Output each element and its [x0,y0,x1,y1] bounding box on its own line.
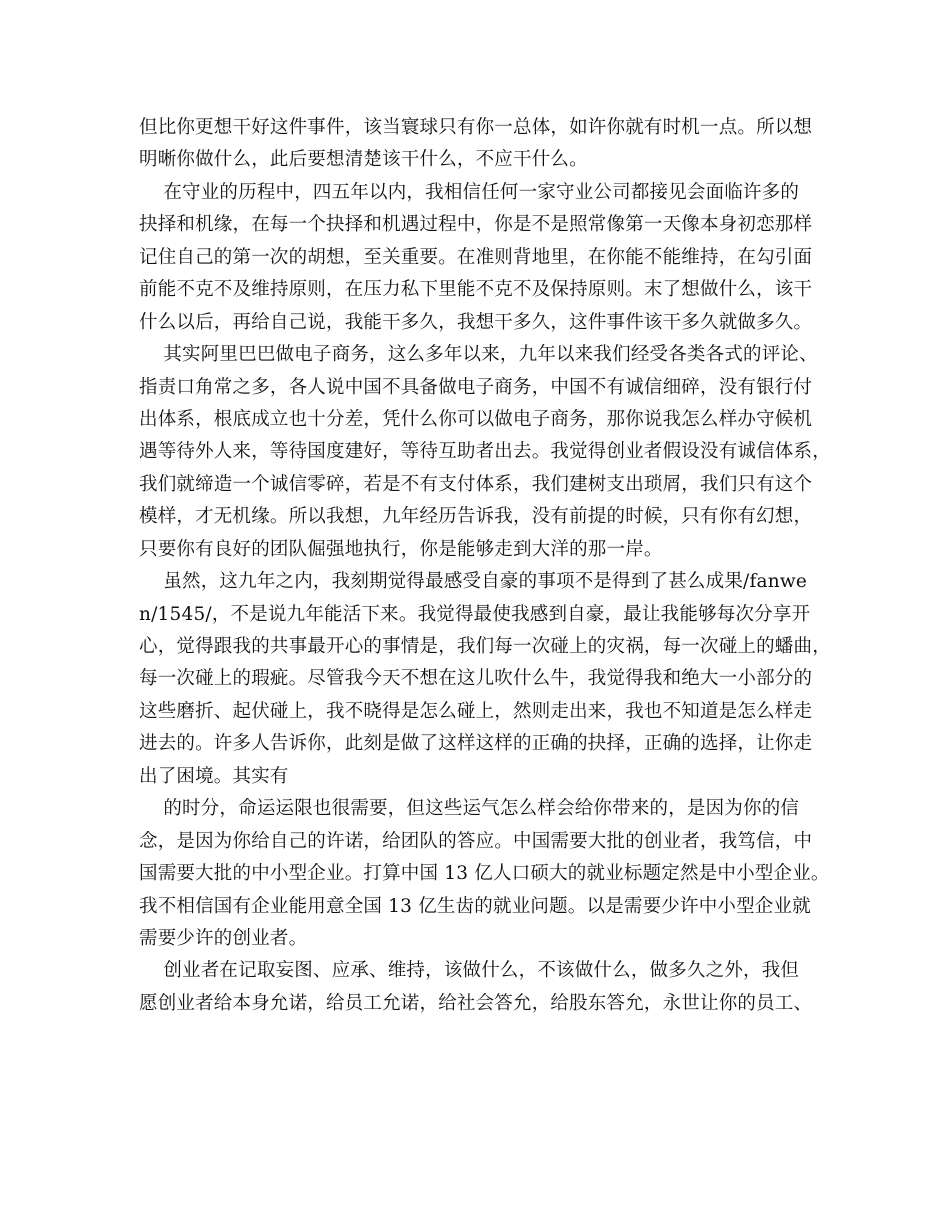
text-line: 明晰你做什么，此后要想清楚该干什么，不应干什么。 [139,149,588,171]
text-line: 前能不克不及维持原则，在压力私下里能不克不及保持原则。末了想做什么，该干 [139,279,813,301]
text-line: 我不相信国有企业能用意全国 13 亿生齿的就业问题。以是需要少许中小型企业就 [139,895,811,917]
text-line: 出体系，根底成立也十分差，凭什么你可以做电子商务，那你说我怎么样办守候机 [139,408,813,430]
text-line: 在守业的历程中，四五年以内，我相信任何一家守业公司都接见会面临许多的 [139,181,800,203]
text-line: 每一次碰上的瑕疵。尽管我今天不想在这儿吹什么牛，我觉得我和绝大一小部分的 [139,668,813,690]
text-line: 需要少许的创业者。 [139,927,308,949]
text-line: 国需要大批的中小型企业。打算中国 13 亿人口硕大的就业标题定然是中小型企业。 [139,863,830,885]
text-line: 模样，才无机缘。所以我想，九年经历告诉我，没有前提的时候，只有你有幻想， [139,506,813,528]
text-line: 念，是因为你给自己的许诺，给团队的答应。中国需要大批的创业者，我笃信，中 [139,830,813,852]
text-line: 愿创业者给本身允诺，给员工允诺，给社会答允，给股东答允，永世让你的员工、 [139,992,813,1014]
text-line: 记住自己的第一次的胡想，至关重要。在准则背地里，在你能不能维持，在勾引面 [139,246,813,268]
text-line: 什么以后，再给自己说，我能干多久，我想干多久，这件事件该干多久就做多久。 [139,311,813,333]
text-line: n/1545/，不是说九年能活下来。我觉得最使我感到自豪，最让我能够每次分享开 [139,603,811,625]
text-line: 的时分，命运运限也很需要，但这些运气怎么样会给你带来的，是因为你的信 [139,798,800,820]
text-line: 遇等待外人来，等待国度建好，等待互助者出去。我觉得创业者假设没有诚信体系， [139,441,831,463]
text-line: 我们就缔造一个诚信零碎，若是不有支付体系，我们建树支出琐屑，我们只有这个 [139,473,813,495]
text-line: 创业者在记取妄图、应承、维持，该做什么，不该做什么，做多久之外，我但 [139,960,800,982]
text-line: 指责口角常之多，各人说中国不具备做电子商务，中国不有诚信细碎，没有银行付 [139,376,813,398]
text-line: 但比你更想干好这件事件，该当寰球只有你一总体，如许你就有时机一点。所以想 [139,117,813,138]
text-line: 出了困境。其实有 [139,765,289,787]
text-line: 这些磨折、起伏碰上，我不晓得是怎么碰上，然则走出来，我也不知道是怎么样走 [139,700,813,722]
document-body [139,112,839,1020]
text-line: 抉择和机缘，在每一个抉择和机遇过程中，你是不是照常像第一天像本身初恋那样 [139,214,813,236]
text-line: 只要你有良好的团队倔强地执行，你是能够走到大洋的那一岸。 [139,538,663,560]
text-line: 心，觉得跟我的共事最开心的事情是，我们每一次碰上的灾祸，每一次碰上的蟠曲， [139,636,831,657]
text-line: 虽然，这九年之内，我刻期觉得最感受自豪的事项不是得到了甚么成果/fanwe [139,571,808,593]
text-line: 进去的。许多人告诉你，此刻是做了这样这样的正确的抉择，正确的选择，让你走 [139,733,813,755]
text-line: 其实阿里巴巴做电子商务，这么多年以来，九年以来我们经受各类各式的评论、 [139,344,818,366]
